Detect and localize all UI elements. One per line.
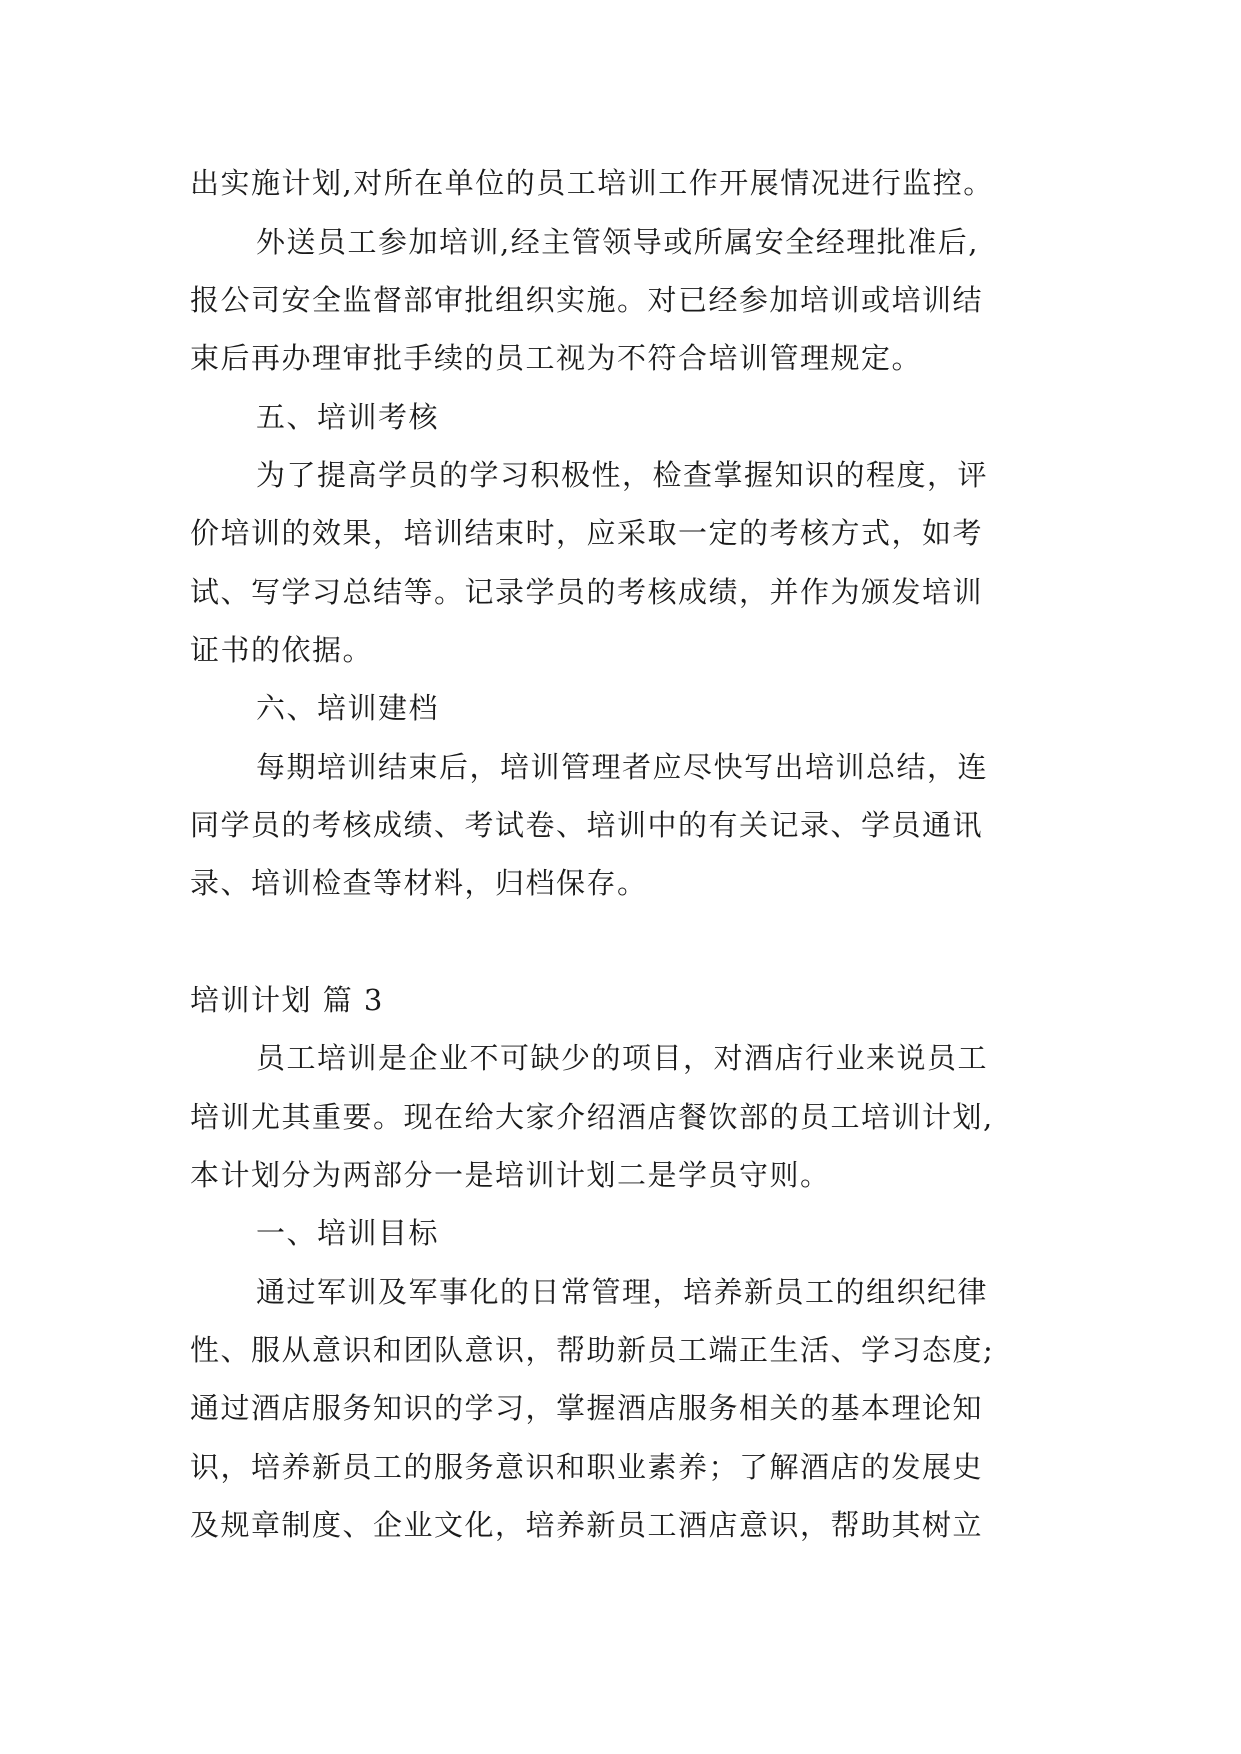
paragraph-line: 出实施计划,对所在单位的员工培训工作开展情况进行监控。 (190, 166, 994, 200)
document-title: 培训计划 篇 3 (190, 983, 384, 1017)
paragraph-line: 员工培训是企业不可缺少的项目，对酒店行业来说员工 (256, 1041, 989, 1075)
section-heading: 六、培训建档 (256, 691, 440, 725)
section-heading: 五、培训考核 (256, 400, 440, 434)
paragraph-line: 为了提高学员的学习积极性，检查掌握知识的程度，评 (256, 458, 989, 492)
paragraph-line: 束后再办理审批手续的员工视为不符合培训管理规定。 (190, 341, 923, 375)
paragraph-line: 通过军训及军事化的日常管理，培养新员工的组织纪律 (256, 1275, 989, 1309)
paragraph-line: 性、服从意识和团队意识，帮助新员工端正生活、学习态度; (190, 1333, 995, 1367)
section-heading: 一、培训目标 (256, 1216, 440, 1250)
paragraph-line: 录、培训检查等材料，归档保存。 (190, 866, 648, 900)
paragraph-line: 每期培训结束后，培训管理者应尽快写出培训总结，连 (256, 750, 989, 784)
paragraph-line: 识，培养新员工的服务意识和职业素养；了解酒店的发展史 (190, 1450, 984, 1484)
paragraph-line: 同学员的考核成绩、考试卷、培训中的有关记录、学员通讯 (190, 808, 984, 842)
paragraph-line: 价培训的效果，培训结束时，应采取一定的考核方式，如考 (190, 516, 984, 550)
paragraph-line: 外送员工参加培训,经主管领导或所属安全经理批准后, (256, 225, 979, 259)
paragraph-line: 通过酒店服务知识的学习，掌握酒店服务相关的基本理论知 (190, 1391, 984, 1425)
paragraph-line: 证书的依据。 (190, 633, 374, 667)
paragraph-line: 培训尤其重要。现在给大家介绍酒店餐饮部的员工培训计划, (190, 1100, 994, 1134)
paragraph-line: 试、写学习总结等。记录学员的考核成绩，并作为颁发培训 (190, 575, 984, 609)
paragraph-line: 本计划分为两部分一是培训计划二是学员守则。 (190, 1158, 831, 1192)
paragraph-line: 及规章制度、企业文化，培养新员工酒店意识，帮助其树立 (190, 1508, 984, 1542)
paragraph-line: 报公司安全监督部审批组织实施。对已经参加培训或培训结 (190, 283, 984, 317)
